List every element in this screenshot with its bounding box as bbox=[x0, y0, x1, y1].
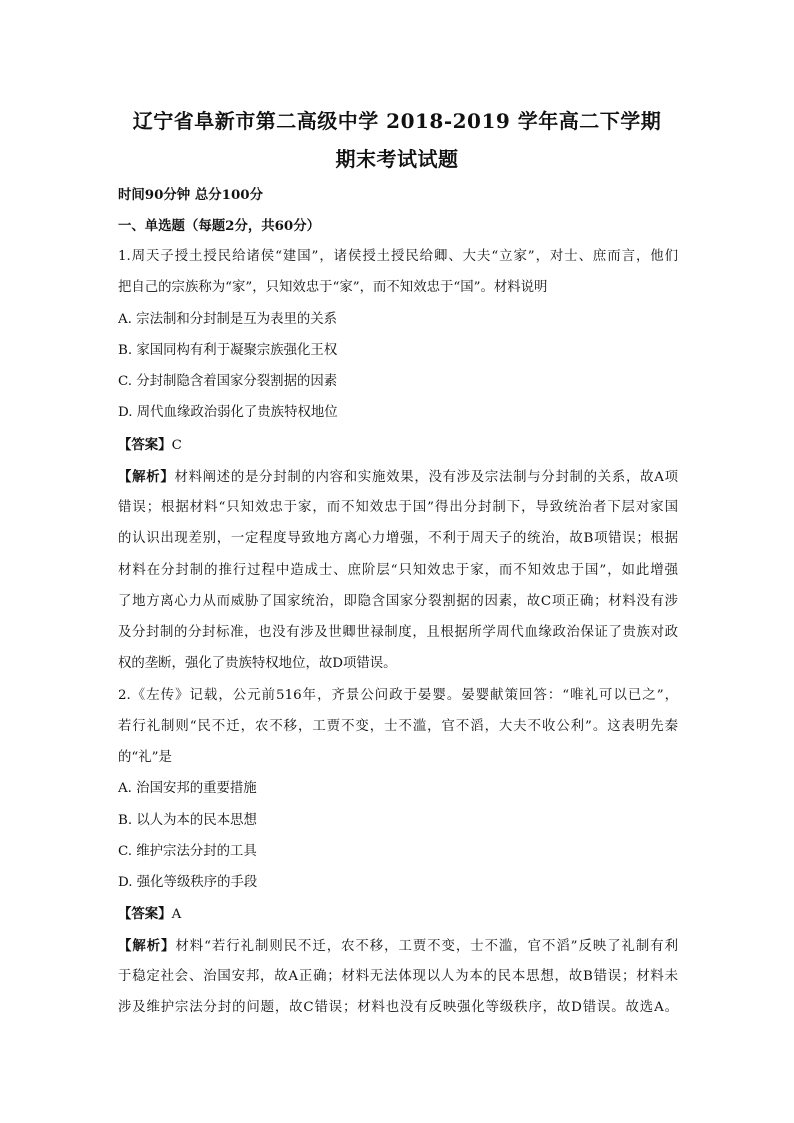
exam-info: 时间90分钟 总分100分 bbox=[118, 187, 263, 203]
question-1-stem-line-1: 1.周天子授土授民给诸侯“建国”，诸侯授土授民给卿、大夫“立家”，对士、庶而言，他们 bbox=[118, 249, 678, 264]
question-2-analysis-line-2: 于稳定社会、治国安邦，故A正确；材料无法体现以人为本的民本思想，故B错误；材料未 bbox=[118, 969, 678, 984]
question-2-analysis-line-1 bbox=[118, 936, 678, 957]
question-1-analysis-line-7: 权的垄断，强化了贵族特权地位，故D项错误。 bbox=[118, 656, 397, 671]
question-1-analysis-line-2: 错误；根据材料“只知效忠于家，而不知效忠于国”得出分封制下，导致统治者下层对家国 bbox=[118, 500, 678, 515]
analysis-label: 【解析】 bbox=[118, 938, 176, 954]
analysis-text: 材料“若行礼制则民不迁，农不移，工贾不变，士不滥，官不滔”反映了礼制有利 bbox=[175, 939, 678, 954]
document-title-line2: 期末考试试题 bbox=[335, 147, 459, 171]
question-1-option-c: C. 分封制隐含着国家分裂割据的因素 bbox=[118, 374, 338, 389]
question-1-analysis-line-1 bbox=[118, 467, 678, 488]
answer-value: A bbox=[171, 907, 182, 922]
question-2-stem-line-3: 的“礼”是 bbox=[118, 750, 172, 765]
answer-label: 【答案】 bbox=[118, 906, 172, 922]
question-2-option-a: A. 治国安邦的重要措施 bbox=[118, 781, 257, 796]
question-1-analysis-line-5: 了地方离心力从而威胁了国家统治，即隐含国家分裂割据的因素，故C项正确；材料没有涉 bbox=[118, 594, 678, 609]
answer-value: C bbox=[171, 438, 182, 453]
question-1-option-a: A. 宗法制和分封制是互为表里的关系 bbox=[118, 312, 338, 327]
question-1-option-b: B. 家国同构有利于凝聚宗族强化王权 bbox=[118, 343, 338, 358]
question-2-stem-line-1: 2.《左传》记载，公元前516年，齐景公问政于晏婴。晏婴献策回答：“唯礼可以已之”， bbox=[118, 688, 678, 703]
question-2-option-b: B. 以人为本的民本思想 bbox=[118, 813, 257, 828]
answer-label: 【答案】 bbox=[118, 437, 172, 453]
question-2-stem-line-2: 若行礼制则“民不迁，农不移，工贾不变，士不滥，官不滔，大夫不收公利”。这表明先秦 bbox=[118, 719, 678, 734]
question-1-answer bbox=[118, 435, 678, 456]
question-2-analysis-line-3: 涉及维护宗法分封的问题，故C错误；材料也没有反映强化等级秩序，故D错误。故选A。 bbox=[118, 1000, 678, 1015]
question-1-analysis-line-6: 及分封制的分封标准，也没有涉及世卿世禄制度，且根据所学周代血缘政治保证了贵族对政 bbox=[118, 625, 678, 640]
question-2-option-c: C. 维护宗法分封的工具 bbox=[118, 844, 257, 859]
analysis-label: 【解析】 bbox=[118, 469, 175, 485]
question-2-answer bbox=[118, 904, 678, 925]
question-1-stem-line-2: 把自己的宗族称为“家”，只知效忠于“家”，而不知效忠于“国”。材料说明 bbox=[118, 280, 548, 295]
question-1-analysis-line-3: 的认识出现差别，一定程度导致地方离心力增强，不利于周天子的统治，故B项错误；根据 bbox=[118, 531, 678, 546]
document-title-line1: 辽宁省阜新市第二高级中学 2018-2019 学年高二下学期 bbox=[132, 109, 662, 133]
question-2-option-d: D. 强化等级秩序的手段 bbox=[118, 875, 258, 890]
question-1-option-d: D. 周代血缘政治弱化了贵族特权地位 bbox=[118, 405, 338, 420]
analysis-text: 材料阐述的是分封制的内容和实施效果，没有涉及宗法制与分封制的关系，故A项 bbox=[174, 470, 679, 485]
section-heading: 一、单选题（每题2分，共60分） bbox=[118, 218, 321, 234]
question-1-analysis-line-4: 材料在分封制的推行过程中造成士、庶阶层“只知效忠于家，而不知效忠于国”，如此增强 bbox=[118, 563, 678, 578]
